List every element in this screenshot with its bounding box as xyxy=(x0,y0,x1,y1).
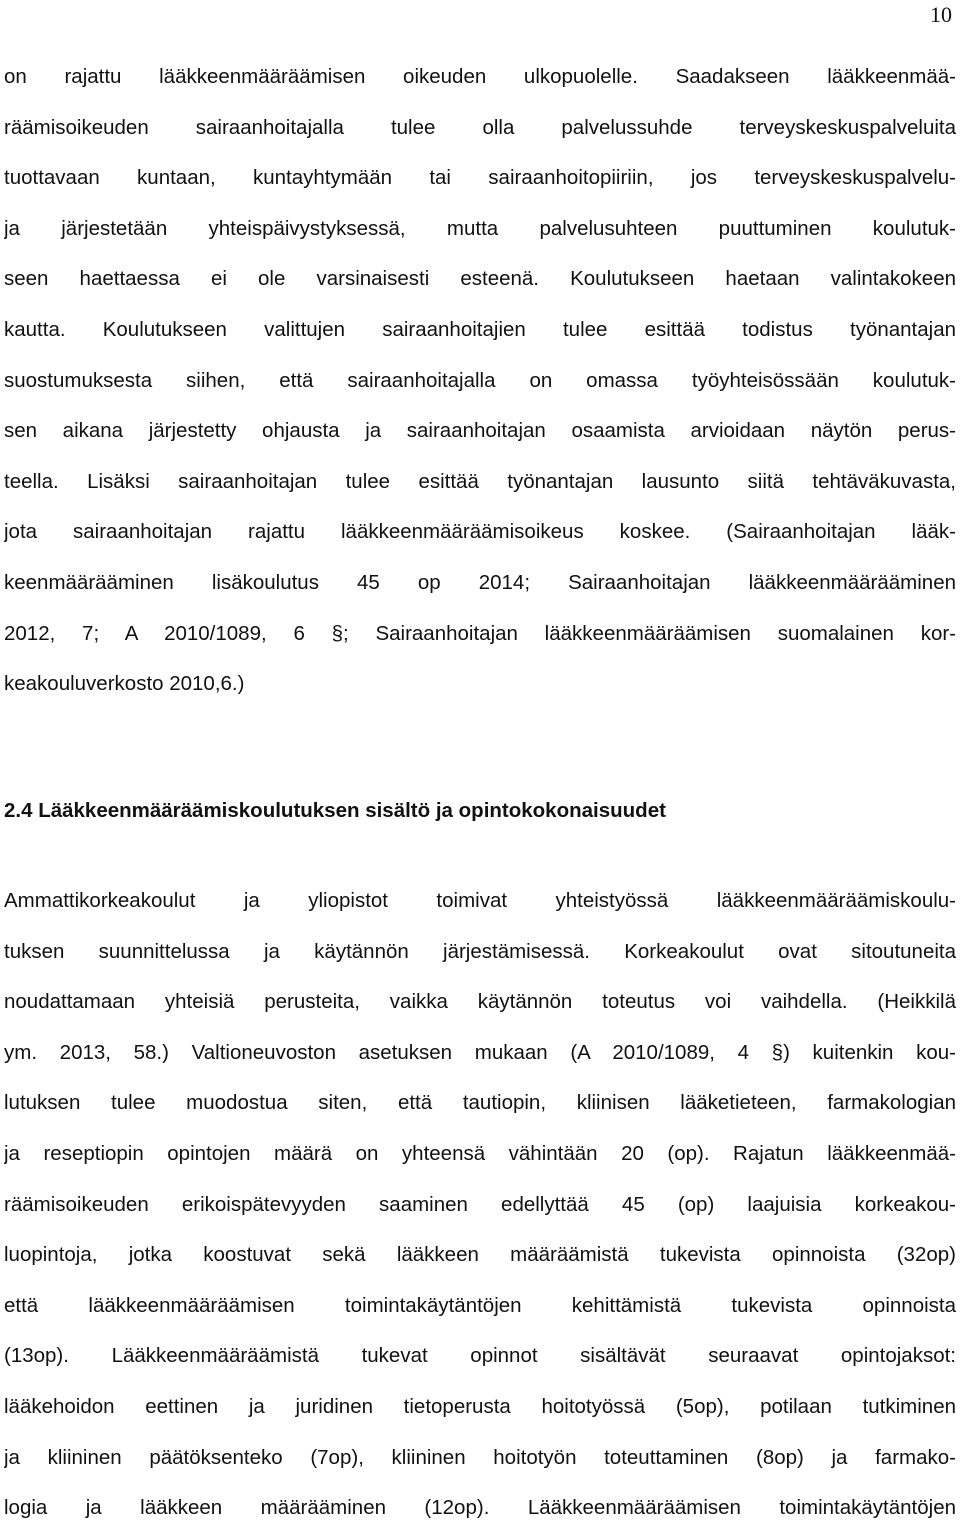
paragraph-2-line: ym. 2013, 58.) Valtioneuvoston asetuksen mukaan (A 2010/1089, 4 §) kuitenkin kou- xyxy=(4,1040,956,1064)
paragraph-2-line: että lääkkeenmääräämisen toimintakäytäntöjen kehittämistä tukevista opinnoista xyxy=(4,1293,956,1317)
paragraph-1-line: keakouluverkosto 2010,6.) xyxy=(4,672,245,696)
paragraph-2-line: noudattamaan yhteisiä perusteita, vaikka käytännön toteutus voi vaihdella. (Heikkilä xyxy=(4,990,956,1014)
paragraph-2-line: ja kliininen päätöksenteko (7op), kliininen hoitotyön toteuttaminen (8op) ja farmako- xyxy=(4,1445,956,1469)
paragraph-1-line: on rajattu lääkkeenmääräämisen oikeuden ulkopuolelle. Saadakseen lääkkeenmää- xyxy=(4,65,956,88)
paragraph-2-line: Ammattikorkeakoulut ja yliopistot toimivat yhteistyössä lääkkeenmääräämiskoulu- xyxy=(4,889,956,912)
paragraph-1-line: kautta. Koulutukseen valittujen sairaanhoitajien tulee esittää todistus työnantajan xyxy=(4,317,956,341)
paragraph-1-line: keenmäärääminen lisäkoulutus 45 op 2014; Sairaanhoitajan lääkkeenmäärääminen xyxy=(4,570,956,594)
paragraph-1-line: ja järjestetään yhteispäivystyksessä, mutta palvelusuhteen puuttuminen koulutuk- xyxy=(4,216,956,240)
paragraph-1-line: 2012, 7; A 2010/1089, 6 §; Sairaanhoitajan lääkkeenmääräämisen suomalainen kor- xyxy=(4,621,956,645)
paragraph-1 xyxy=(4,52,956,710)
paragraph-2-line: luopintoja, jotka koostuvat sekä lääkkeen määräämistä tukevista opinnoista (32op) xyxy=(4,1243,956,1267)
paragraph-2-line: lutuksen tulee muodostua siten, että tautiopin, kliinisen lääketieteen, farmakologian xyxy=(4,1091,956,1115)
paragraph-1-line: seen haettaessa ei ole varsinaisesti esteenä. Koulutukseen haetaan valintakokeen xyxy=(4,267,956,291)
paragraph-2-line: logia ja lääkkeen määrääminen (12op). Lääkkeenmääräämisen toimintakäytäntöjen xyxy=(4,1496,956,1520)
paragraph-1-line: suostumuksesta siihen, että sairaanhoitajalla on omassa työyhteisössään koulutuk- xyxy=(4,368,956,392)
paragraph-1-line: jota sairaanhoitajan rajattu lääkkeenmääräämisoikeus koskee. (Sairaanhoitajan lääk- xyxy=(4,520,956,544)
paragraph-1-line: räämisoikeuden sairaanhoitajalla tulee olla palvelussuhde terveyskeskuspalveluita xyxy=(4,115,956,139)
paragraph-2-line: lääkehoidon eettinen ja juridinen tietoperusta hoitotyössä (5op), potilaan tutkiminen xyxy=(4,1394,956,1418)
paragraph-2-line: ja reseptiopin opintojen määrä on yhteensä vähintään 20 (op). Rajatun lääkkeenmää- xyxy=(4,1141,956,1165)
paragraph-1-line: sen aikana järjestetty ohjausta ja sairaanhoitajan osaamista arvioidaan näytön perus- xyxy=(4,419,956,443)
page-number: 10 xyxy=(930,2,952,27)
paragraph-1-line: teella. Lisäksi sairaanhoitajan tulee esittää työnantajan lausunto siitä tehtäväkuvasta, xyxy=(4,469,956,493)
paragraph-2-line: räämisoikeuden erikoispätevyyden saaminen edellyttää 45 (op) laajuisia korkeakou- xyxy=(4,1192,956,1216)
paragraph-2-line: (13op). Lääkkeenmääräämistä tukevat opinnot sisältävät seuraavat opintojaksot: xyxy=(4,1344,956,1368)
section-heading: 2.4 Lääkkeenmääräämiskoulutuksen sisältö ja opintokokonaisuudet xyxy=(4,799,666,822)
paragraph-2 xyxy=(4,876,956,1534)
paragraph-2-line: tuksen suunnittelussa ja käytännön järjestämisessä. Korkeakoulut ovat sitoutuneita xyxy=(4,939,956,963)
paragraph-1-line: tuottavaan kuntaan, kuntayhtymään tai sairaanhoitopiiriin, jos terveyskeskuspalvelu- xyxy=(4,166,956,190)
